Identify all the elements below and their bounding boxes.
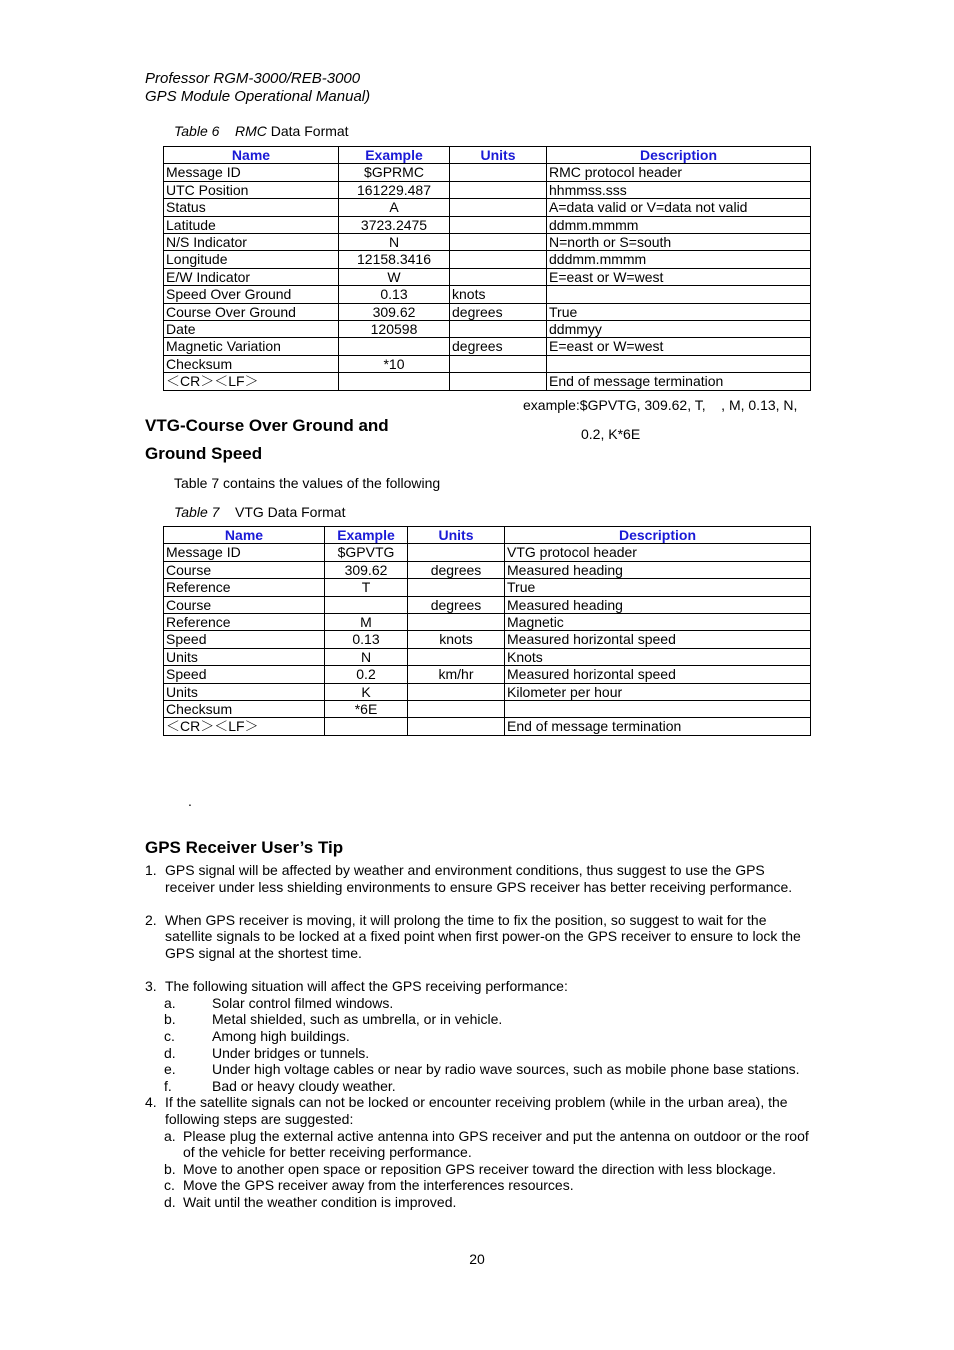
tip-item-3 [145, 978, 815, 995]
table-cell: Magnetic [505, 614, 811, 631]
table-row [164, 199, 811, 216]
table-cell: hhmmss.sss [547, 181, 811, 198]
table-row [164, 303, 811, 320]
subitem-letter: b. [164, 1011, 176, 1028]
table-cell [408, 579, 505, 596]
table-cell: Speed [164, 666, 325, 683]
table-cell [325, 596, 408, 613]
table-cell: True [547, 303, 811, 320]
table-cell: ddmm.mmmm [547, 216, 811, 233]
table6-caption-protocol: RMC [234, 123, 267, 139]
table-cell: Course [164, 561, 325, 578]
subitem-text: Under high voltage cables or near by radio wave sources, such as mobile phone base stations. [212, 1061, 800, 1078]
tip-item-4 [145, 1094, 815, 1127]
subitem-text: Move to another open space or reposition GPS receiver toward the direction with less blockage. [183, 1160, 776, 1177]
table-cell [339, 338, 450, 355]
table-cell: degrees [408, 596, 505, 613]
table-cell: 0.2 [325, 666, 408, 683]
table-cell: Measured horizontal speed [505, 631, 811, 648]
subitem-text: Metal shielded, such as umbrella, or in vehicle. [212, 1011, 503, 1028]
table-row [164, 561, 811, 578]
column-header: Name [164, 147, 339, 164]
table-row [164, 666, 811, 683]
stray-dot: . [188, 793, 192, 809]
table-cell: km/hr [408, 666, 505, 683]
table-cell [450, 181, 547, 198]
column-header: Description [505, 527, 811, 544]
column-header: Units [408, 527, 505, 544]
table-row [164, 234, 811, 251]
table-cell: Measured heading [505, 596, 811, 613]
subitem-letter: d. [164, 1044, 176, 1061]
subitem-text: Move the GPS receiver away from the interferences resources. [183, 1177, 574, 1194]
subitem-text: Solar control filmed windows. [212, 994, 394, 1011]
column-header: Description [547, 147, 811, 164]
table-cell: degrees [450, 303, 547, 320]
table-cell: Message ID [164, 544, 325, 561]
tip-number: 2. [145, 911, 157, 928]
table-cell: Magnetic Variation [164, 338, 339, 355]
table-cell: End of message termination [505, 718, 811, 735]
table6-caption-text: Data Format [270, 123, 349, 139]
table-cell [450, 216, 547, 233]
tip-item-2 [145, 912, 815, 962]
table-row [164, 631, 811, 648]
table-row [164, 286, 811, 303]
table-cell: T [325, 579, 408, 596]
table7-caption-text: VTG Data Format [234, 504, 346, 520]
table-row [164, 648, 811, 665]
table-cell [450, 234, 547, 251]
table-cell: A [339, 199, 450, 216]
table-cell: E/W Indicator [164, 268, 339, 285]
vtg-heading-line-1: VTG-Course Over Ground and [145, 416, 389, 435]
table-cell: degrees [450, 338, 547, 355]
vtg-heading-line-2: Ground Speed [145, 444, 263, 463]
vtg-example-line-1: example:$GPVTG, 309.62, T, , M, 0.13, N, [523, 397, 798, 413]
column-header: Name [164, 527, 325, 544]
table-cell: Units [164, 648, 325, 665]
subitem-text: Wait until the weather condition is improved. [183, 1193, 457, 1210]
table-row [164, 321, 811, 338]
subitem-text: Bad or heavy cloudy weather. [212, 1077, 396, 1094]
table-cell: 309.62 [339, 303, 450, 320]
vtg-data-table [163, 526, 811, 736]
table-cell: degrees [408, 561, 505, 578]
table-cell: Course [164, 596, 325, 613]
vtg-intro-text: Table 7 contains the values of the following [174, 475, 441, 491]
table-cell: Status [164, 199, 339, 216]
table-cell: E=east or W=west [547, 268, 811, 285]
tip-number: 3. [145, 978, 157, 995]
table-cell: UTC Position [164, 181, 339, 198]
header-line-1: Professor RGM-3000/REB-3000 [145, 70, 361, 87]
column-header: Example [325, 527, 408, 544]
table-cell: RMC protocol header [547, 164, 811, 181]
table-row [164, 164, 811, 181]
subitem-text: Under bridges or tunnels. [212, 1044, 370, 1061]
table6-caption-label: Table 6 [174, 123, 220, 139]
table-row [164, 544, 811, 561]
table-cell [547, 355, 811, 372]
table-row [164, 683, 811, 700]
table-cell: *6E [325, 701, 408, 718]
table7-caption-label: Table 7 [174, 504, 220, 520]
table-row [164, 268, 811, 285]
document-header [145, 70, 370, 106]
table-cell: 309.62 [325, 561, 408, 578]
table-cell: End of message termination [547, 373, 811, 390]
table-cell: Measured heading [505, 561, 811, 578]
tip-text: GPS signal will be affected by weather and environment conditions, thus suggest to use the GPS receiver under less shielding environments to ensure GPS receiver has better receiving performance. [165, 862, 793, 895]
tip-subitem [145, 995, 815, 1012]
table-cell [408, 683, 505, 700]
tip-subitem [145, 1078, 815, 1095]
subitem-text: Please plug the external active antenna into GPS receiver and put the antenna on outdoor or the roof of the vehicle for better receiving performance. [183, 1127, 809, 1161]
table-cell: Longitude [164, 251, 339, 268]
table-row [164, 718, 811, 735]
table-cell: Reference [164, 614, 325, 631]
table-header-row [164, 147, 811, 164]
table-cell [408, 648, 505, 665]
table-header-row [164, 527, 811, 544]
table-cell: dddmm.mmmm [547, 251, 811, 268]
table-cell [547, 286, 811, 303]
tip-subitem [145, 1128, 815, 1161]
table6-caption [174, 123, 349, 139]
table-cell [325, 718, 408, 735]
table-cell: Units [164, 683, 325, 700]
table-cell: *10 [339, 355, 450, 372]
table-cell: W [339, 268, 450, 285]
table-cell [408, 718, 505, 735]
subitem-letter: e. [164, 1061, 176, 1078]
table-cell [450, 251, 547, 268]
column-header: Units [450, 147, 547, 164]
tip-subitem [145, 1011, 815, 1028]
vtg-example-line-2: 0.2, K*6E [581, 426, 641, 442]
subitem-letter: d. [164, 1193, 176, 1210]
table-row [164, 373, 811, 390]
table-cell: 0.13 [325, 631, 408, 648]
table-cell: 120598 [339, 321, 450, 338]
table-cell: 161229.487 [339, 181, 450, 198]
header-line-2: GPS Module Operational Manual) [145, 88, 371, 105]
table-cell: 3723.2475 [339, 216, 450, 233]
tip-number: 1. [145, 862, 157, 878]
table-cell: N [339, 234, 450, 251]
tip-3-subitems [145, 995, 815, 1095]
subitem-text: Among high buildings. [212, 1027, 350, 1044]
table-cell: N/S Indicator [164, 234, 339, 251]
tip-subitem [145, 1045, 815, 1062]
table-cell: knots [450, 286, 547, 303]
tip-item-1 [145, 862, 815, 895]
table-cell [505, 701, 811, 718]
subitem-letter: b. [164, 1160, 176, 1177]
table-cell: K [325, 683, 408, 700]
table-cell: A=data valid or V=data not valid [547, 199, 811, 216]
tip-subitem [145, 1028, 815, 1045]
table-row [164, 701, 811, 718]
table-cell: VTG protocol header [505, 544, 811, 561]
table-cell [450, 355, 547, 372]
table-cell: Speed Over Ground [164, 286, 339, 303]
tip-4-subitems [145, 1128, 815, 1211]
table-cell [450, 321, 547, 338]
table-cell [408, 614, 505, 631]
table-cell: M [325, 614, 408, 631]
tip-text: When GPS receiver is moving, it will prolong the time to fix the position, so suggest to wait for the satellite signals to be locked at a fixed point when first power-on the GPS receiver to ensure to lock the GPS signal at the shortest time. [165, 911, 801, 961]
table-cell [450, 199, 547, 216]
tip-number: 4. [145, 1094, 157, 1111]
table-cell: Date [164, 321, 339, 338]
table-row [164, 355, 811, 372]
table-row [164, 614, 811, 631]
table-cell: 12158.3416 [339, 251, 450, 268]
tip-subitem [145, 1194, 815, 1211]
table-cell: Latitude [164, 216, 339, 233]
table-cell: ＜CR＞＜LF＞ [164, 373, 339, 390]
table-cell: ddmmyy [547, 321, 811, 338]
table7-caption [174, 504, 345, 520]
page-number: 20 [469, 1251, 485, 1267]
table-cell: $GPRMC [339, 164, 450, 181]
table-cell: Checksum [164, 355, 339, 372]
table-row [164, 181, 811, 198]
subitem-letter: a. [164, 994, 176, 1011]
table-cell [339, 373, 450, 390]
table-cell: Course Over Ground [164, 303, 339, 320]
table-cell: ＜CR＞＜LF＞ [164, 718, 325, 735]
tip-text: If the satellite signals can not be locked or encounter receiving problem (while in the urban area), the following steps are suggested: [165, 1094, 788, 1127]
tip-subitem [145, 1061, 815, 1078]
table-cell: Kilometer per hour [505, 683, 811, 700]
table-cell: knots [408, 631, 505, 648]
table-cell [450, 373, 547, 390]
table-row [164, 579, 811, 596]
table-cell: E=east or W=west [547, 338, 811, 355]
table-cell: N=north or S=south [547, 234, 811, 251]
table-row [164, 216, 811, 233]
table-row [164, 251, 811, 268]
tips-list [145, 862, 815, 1210]
tips-heading: GPS Receiver User’s Tip [145, 838, 344, 857]
table-cell: Measured horizontal speed [505, 666, 811, 683]
table-cell: Message ID [164, 164, 339, 181]
tip-subitem [145, 1177, 815, 1194]
table-cell [408, 701, 505, 718]
table-row [164, 596, 811, 613]
subitem-letter: c. [164, 1027, 175, 1044]
table-cell: N [325, 648, 408, 665]
table-cell: Knots [505, 648, 811, 665]
table-cell: 0.13 [339, 286, 450, 303]
tip-subitem [145, 1161, 815, 1178]
subitem-letter: c. [164, 1177, 175, 1194]
table-cell [450, 164, 547, 181]
table-cell: True [505, 579, 811, 596]
tip-text: The following situation will affect the GPS receiving performance: [165, 978, 568, 995]
column-header: Example [339, 147, 450, 164]
table-cell: Speed [164, 631, 325, 648]
table-cell: Checksum [164, 701, 325, 718]
table-cell [408, 544, 505, 561]
rmc-data-table [163, 146, 811, 391]
table-cell [450, 268, 547, 285]
subitem-letter: a. [164, 1127, 176, 1144]
subitem-letter: f. [164, 1077, 172, 1094]
table-cell: $GPVTG [325, 544, 408, 561]
table-row [164, 338, 811, 355]
table-cell: Reference [164, 579, 325, 596]
